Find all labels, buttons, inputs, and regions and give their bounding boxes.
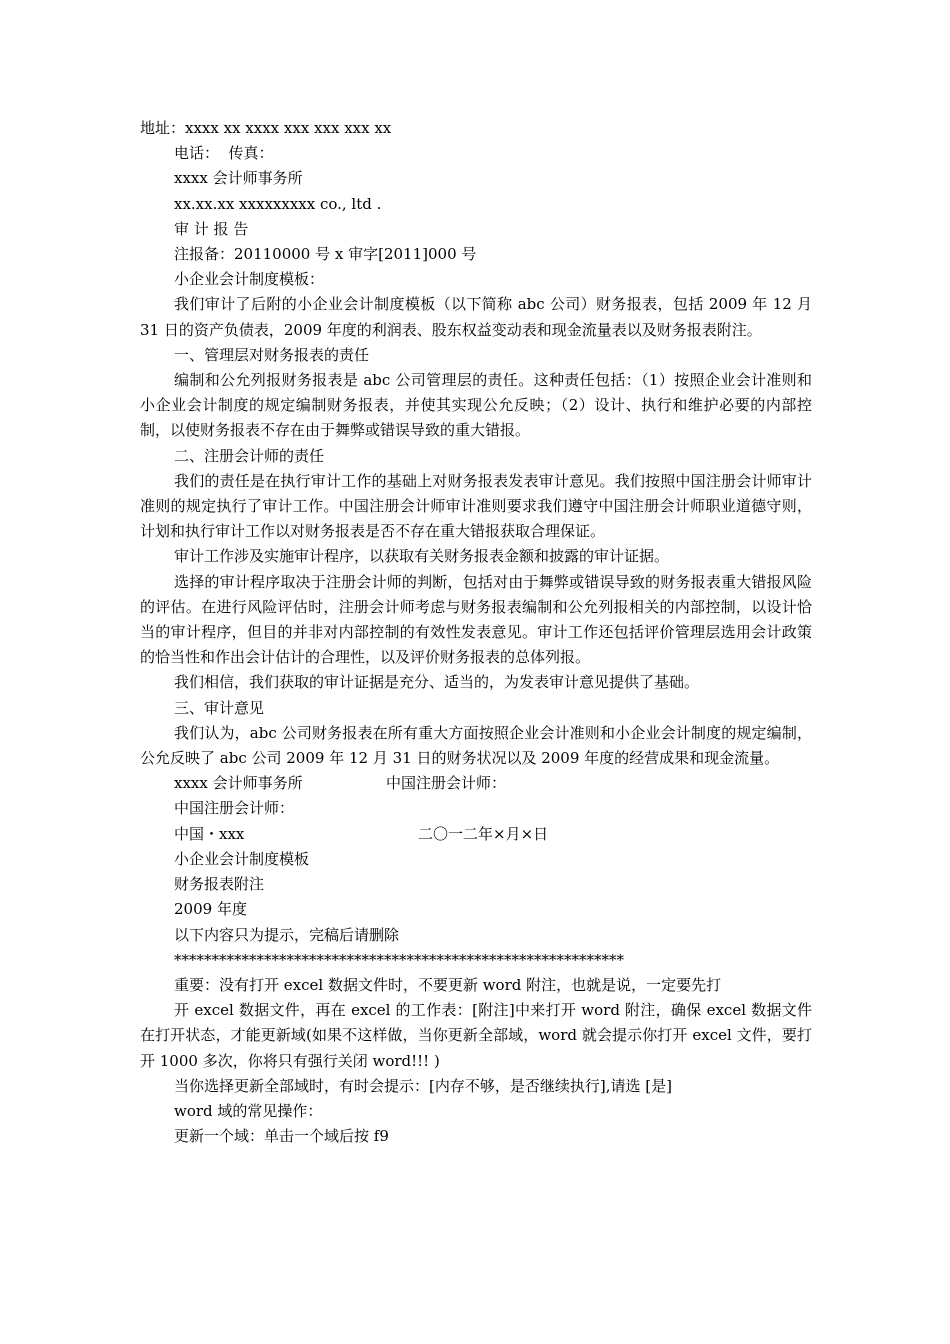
addressee: 小企业会计制度模板： — [174, 270, 325, 289]
phone-fax-line: 电话： 传真： — [174, 144, 274, 163]
update-one-line: 更新一个域：单击一个域后按 f9 — [174, 1127, 389, 1146]
section-2-paragraph-4: 我们相信，我们获取的审计证据是充分、适当的，为发表审计意见提供了基础。 — [174, 673, 700, 692]
notes-year: 2009 年度 — [174, 900, 247, 919]
notes-title: 财务报表附注 — [174, 875, 265, 894]
hint-line: 以下内容只为提示，完稿后请删除 — [174, 925, 400, 944]
update-all-line: 当你选择更新全部域时，有时会提示：[内存不够，是否继续执行],请选 [是] — [174, 1076, 672, 1095]
report-number: 注报备：20110000 号 x 审字[2011]000 号 — [174, 245, 477, 264]
signature-firm: xxxx 会计师事务所 — [174, 774, 303, 793]
intro-paragraph: 我们审计了后附的小企业会计制度模板（以下简称 abc 公司）财务报表，包括 2009 年 12 月 31 日的资产负债表，2009 年度的利润表、股东权益变动表和现金流量表以及财务报表附注。 — [140, 295, 812, 339]
section-2-paragraph-3: 选择的审计程序取决于注册会计师的判断，包括对由于舞弊或错误导致的财务报表重大错报风险的评估。在进行风险评估时，注册会计师考虑与财务报表编制和公允列报相关的内部控制，以设计恰当的审计程序，但目的并非对内部控制的有效性发表意见。审计工作还包括评价管理层选用会计政策的恰当性和作出会计估计的合理性，以及评价财务报表的总体列报。 — [140, 572, 812, 667]
important-line-1: 重要：没有打开 excel 数据文件时，不要更新 word 附注，也就是说，一定要先打 — [174, 975, 722, 994]
signature-cpa-1: 中国注册会计师： — [386, 774, 507, 793]
section-2-paragraph-1: 我们的责任是在执行审计工作的基础上对财务报表发表审计意见。我们按照中国注册会计师审计准则的规定执行了审计工作。中国注册会计师审计准则要求我们遵守中国注册会计师职业道德守则，计划和执行审计工作以对财务报表是否不存在重大错报获取合理保证。 — [140, 471, 812, 541]
signature-row-1 — [140, 771, 812, 796]
separator-stars: ************************************************************ — [174, 950, 624, 969]
signature-place: 中国・xxx — [174, 824, 245, 843]
report-title: 审 计 报 告 — [174, 219, 249, 238]
signature-date: 二〇一二年×月×日 — [418, 824, 549, 843]
section-2-heading: 二、注册会计师的责任 — [174, 446, 325, 465]
firm-name-en: xx.xx.xx xxxxxxxxx co., ltd . — [174, 194, 382, 213]
notes-company: 小企业会计制度模板 — [174, 849, 310, 868]
section-1-heading: 一、管理层对财务报表的责任 — [174, 345, 370, 364]
section-1-paragraph: 编制和公允列报财务报表是 abc 公司管理层的责任。这种责任包括：（1）按照企业会计准则和小企业会计制度的规定编制财务报表，并使其实现公允反映；（2）设计、执行和维护必要的内部控制，以使财务报表不存在由于舞弊或错误导致的重大错报。 — [140, 371, 812, 440]
section-2-paragraph-2: 审计工作涉及实施审计程序，以获取有关财务报表金额和披露的审计证据。 — [174, 547, 670, 566]
signature-row-2 — [140, 822, 812, 847]
word-ops-line: word 域的常见操作： — [174, 1101, 323, 1120]
section-3-heading: 三、审计意见 — [174, 698, 265, 717]
section-3-paragraph: 我们认为，abc 公司财务报表在所有重大方面按照企业会计准则和小企业会计制度的规定编制，公允反映了 abc 公司 2009 年 12 月 31 日的财务状况以及 2009 年度的经营成果和现金流量。 — [140, 723, 812, 768]
address-line: 地址：xxxx xx xxxx xxx xxx xxx xx — [140, 119, 392, 137]
document-body — [140, 116, 812, 1149]
firm-name-cn: xxxx 会计师事务所 — [174, 169, 303, 188]
signature-cpa-2: 中国注册会计师： — [174, 799, 295, 818]
important-paragraph-2: 开 excel 数据文件，再在 excel 的工作表：[附注]中来打开 word 附注，确保 excel 数据文件在打开状态，才能更新域(如果不这样做，当你更新全部域，word 就会提示你打开 excel 文件，要打开 1000 多次，你将只有强行关闭 word!!! ) — [140, 1001, 812, 1070]
